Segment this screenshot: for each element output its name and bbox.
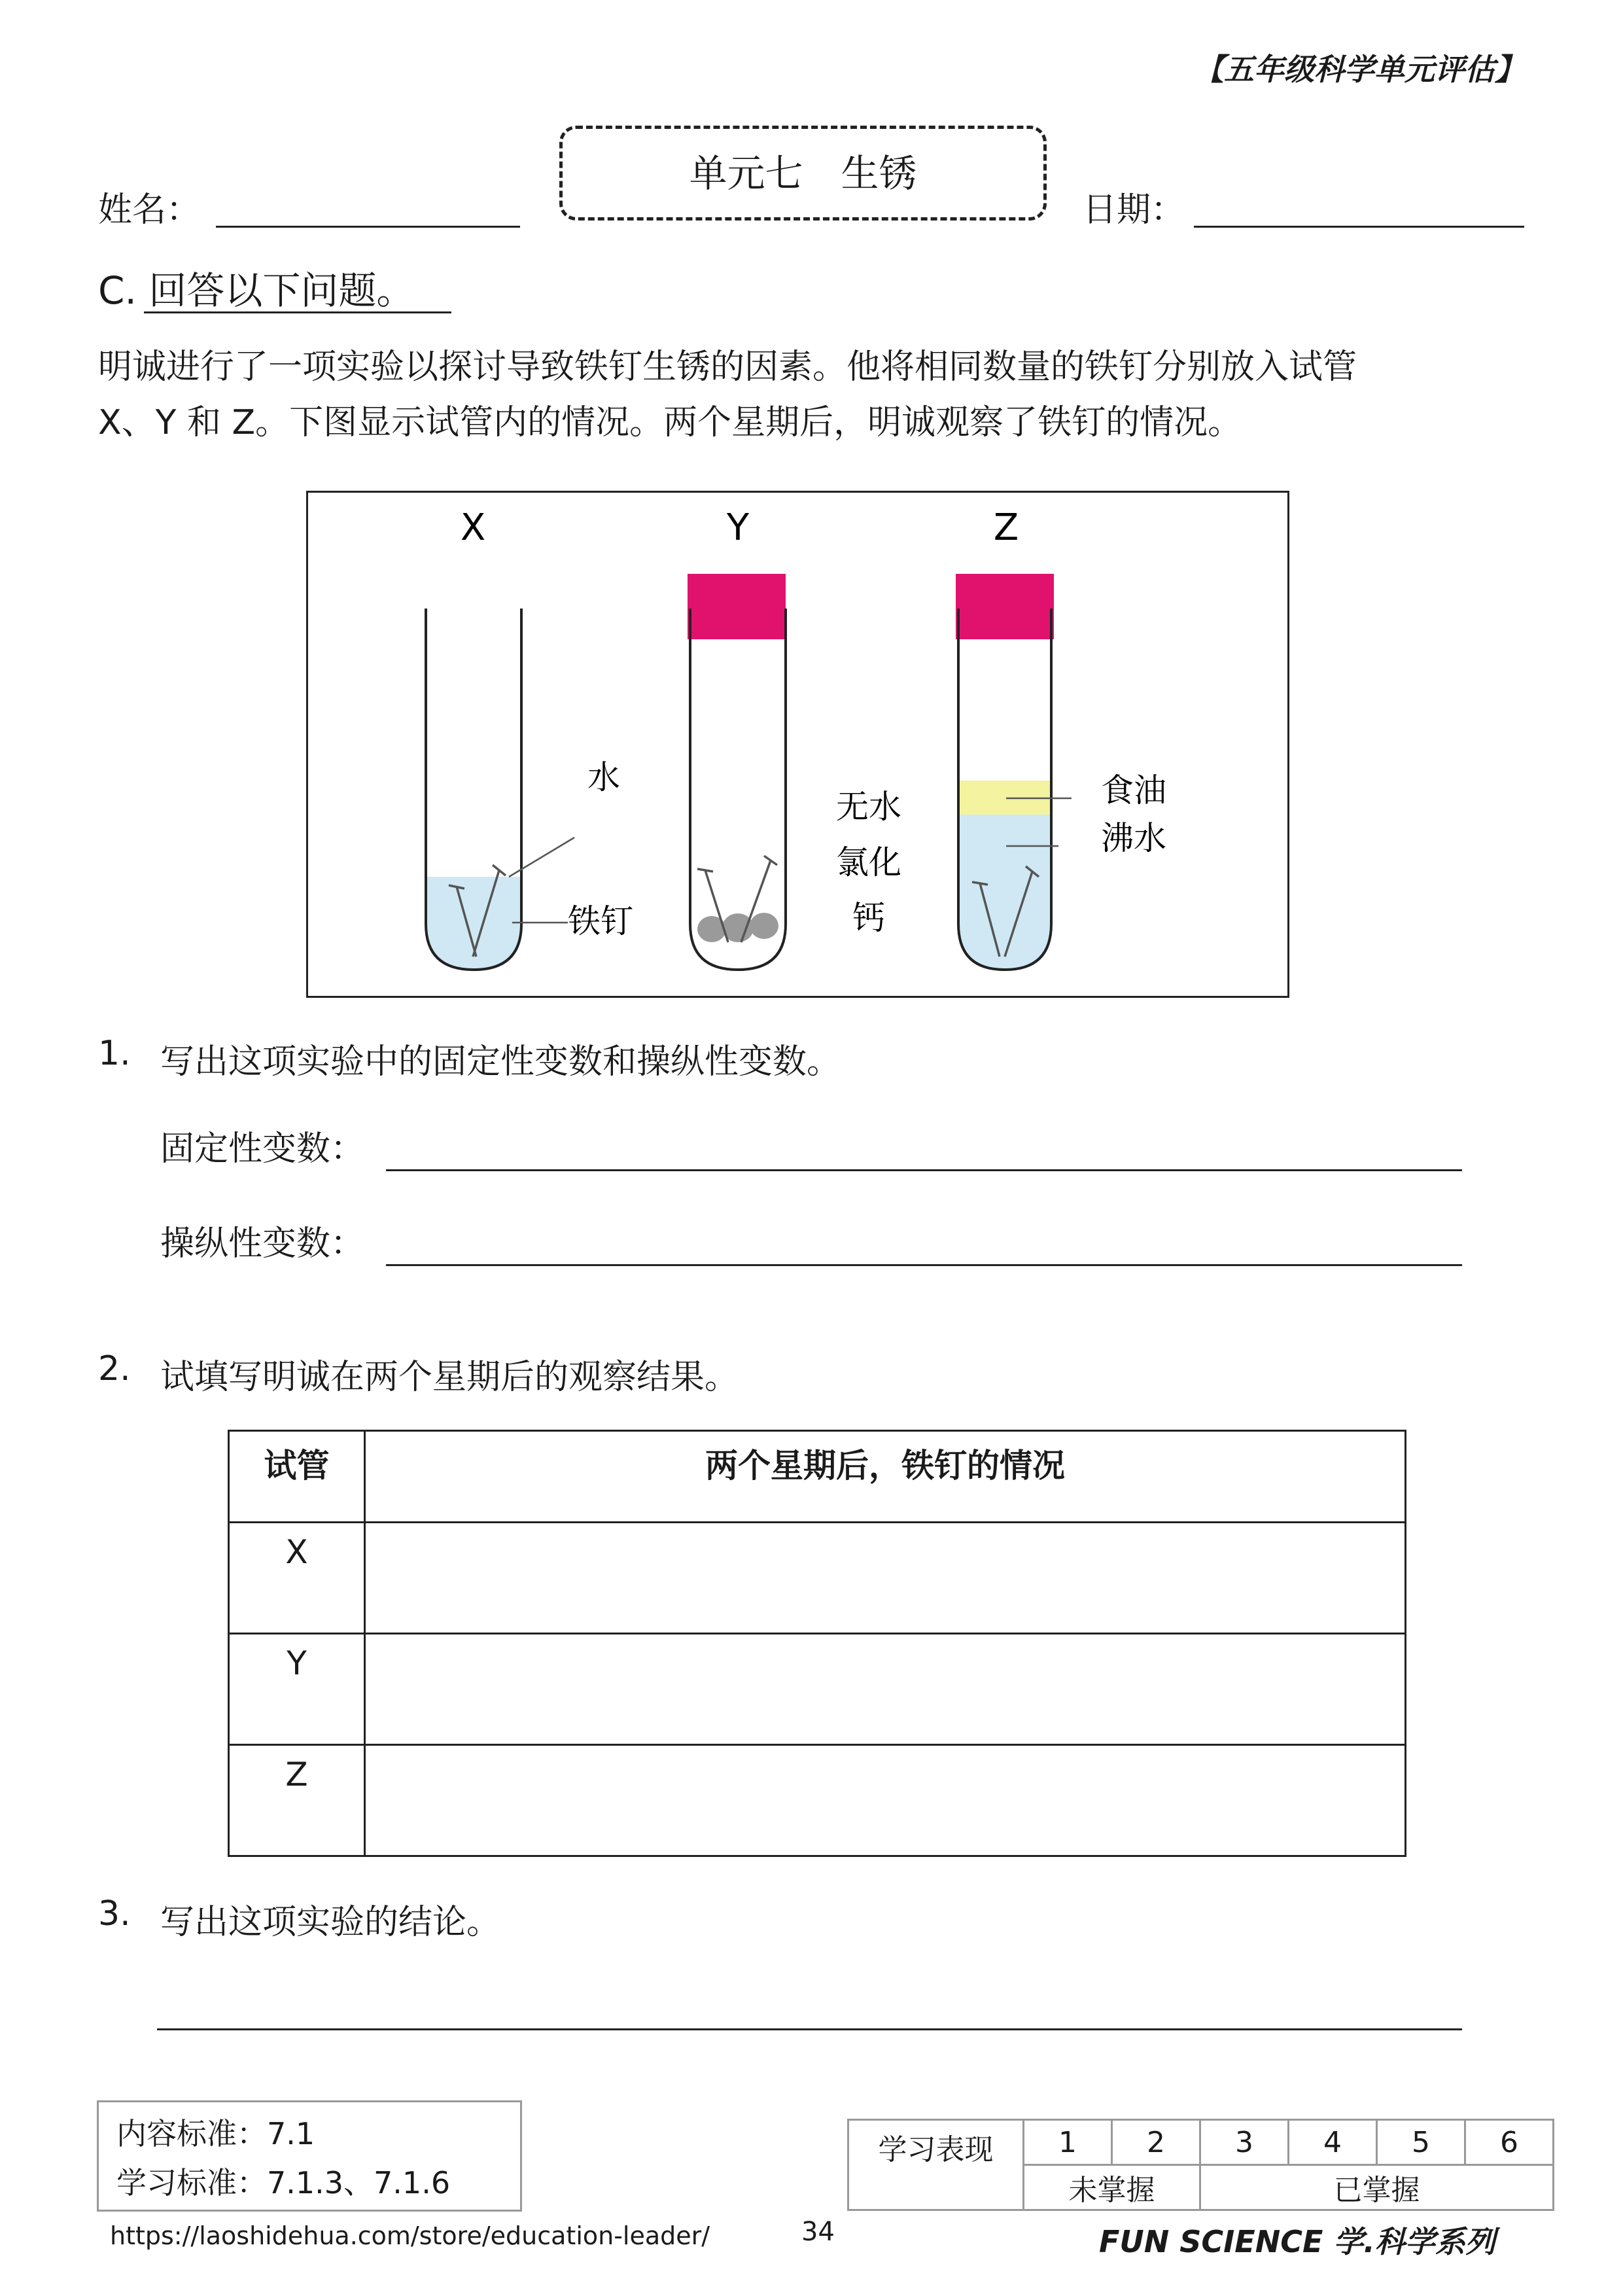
answer-cell-z[interactable]	[365, 1745, 1406, 1856]
conclusion-answer[interactable]	[157, 2028, 1462, 2030]
section-heading: C. 回答以下问题。	[98, 268, 415, 313]
experiment-figure	[306, 491, 1289, 998]
answer-cell-x[interactable]	[365, 1523, 1406, 1634]
intro-paragraph-line-1: 明诚进行了一项实验以探讨导致铁钉生锈的因素。他将相同数量的铁钉分别放入试管	[98, 347, 1357, 387]
question-3-text: 写出这项实验的结论。	[160, 1903, 501, 1942]
mastered-label: 已掌握	[1200, 2165, 1554, 2210]
level-6: 6	[1465, 2120, 1554, 2165]
observation-table	[228, 1430, 1406, 1857]
question-1-number: 1.	[98, 1034, 131, 1073]
question-3-number: 3.	[98, 1894, 131, 1934]
intro-paragraph-line-2: X、Y 和 Z。下图显示试管内的情况。两个星期后，明诚观察了铁钉的情况。	[98, 403, 1242, 442]
answer-cell-y[interactable]	[365, 1634, 1406, 1745]
name-field[interactable]	[216, 226, 520, 228]
label-boiled-water: 沸水	[1101, 819, 1166, 857]
label-oil: 食油	[1101, 771, 1166, 809]
series-tag: 【五年级科学单元评估】	[1194, 52, 1525, 87]
name-label: 姓名：	[98, 190, 201, 230]
level-5: 5	[1377, 2120, 1465, 2165]
level-4: 4	[1289, 2120, 1377, 2165]
test-tube-z	[956, 574, 1054, 970]
level-3: 3	[1200, 2120, 1289, 2165]
store-url: https://laoshidehua.com/store/education-leader/	[110, 2221, 710, 2250]
question-2-number: 2.	[98, 1349, 131, 1388]
header-observation: 两个星期后，铁钉的情况	[365, 1431, 1406, 1523]
tube-label-x: X	[460, 506, 486, 549]
row-label-x: X	[229, 1523, 365, 1634]
performance-levels-row	[848, 2120, 1554, 2165]
manipulated-variable-label: 操纵性变数：	[160, 1224, 365, 1263]
fixed-variable-answer[interactable]	[386, 1169, 1462, 1171]
section-heading-underline	[144, 311, 451, 313]
calcium-line-1: 无水	[836, 788, 901, 826]
question-2-text: 试填写明诚在两个星期后的观察结果。	[160, 1358, 739, 1397]
not-mastered-label: 未掌握	[1024, 2165, 1200, 2210]
water-pointer	[509, 838, 574, 877]
tube-z-boiled-water	[958, 815, 1051, 970]
header-tube: 试管	[229, 1431, 365, 1523]
row-label-z: Z	[229, 1745, 365, 1856]
row-label-y: Y	[229, 1634, 365, 1745]
date-label: 日期：	[1083, 190, 1185, 230]
tube-y-stopper	[688, 574, 786, 639]
test-tube-x	[426, 609, 521, 970]
label-water: 水	[587, 758, 620, 796]
page-number: 34	[801, 2217, 835, 2247]
table-row	[229, 1523, 1406, 1634]
fixed-variable-label: 固定性变数：	[160, 1129, 365, 1169]
observation-table-header-row	[229, 1431, 1406, 1523]
tube-label-y: Y	[726, 506, 750, 549]
brand-footer: FUN SCIENCE 学.科学系列	[1099, 2224, 1495, 2259]
manipulated-variable-answer[interactable]	[386, 1264, 1462, 1266]
unit-title: 单元七 生锈	[689, 151, 917, 196]
performance-label: 学习表现	[848, 2120, 1024, 2210]
test-tube-y	[688, 574, 786, 970]
performance-table	[847, 2119, 1554, 2211]
table-row	[229, 1634, 1406, 1745]
calcium-chloride-y	[697, 913, 778, 942]
question-1-text: 写出这项实验中的固定性变数和操纵性变数。	[160, 1042, 841, 1082]
level-2: 2	[1112, 2120, 1200, 2165]
learning-standard: 学习标准：7.1.3、7.1.6	[116, 2165, 451, 2200]
label-calcium-chloride	[836, 788, 901, 937]
tube-z-stopper	[956, 574, 1054, 639]
tube-label-z: Z	[993, 506, 1019, 549]
table-row	[229, 1745, 1406, 1856]
label-nail: 铁钉	[568, 902, 633, 940]
calcium-line-3: 钙	[852, 899, 885, 937]
content-standard: 内容标准：7.1	[116, 2116, 315, 2151]
calcium-line-2: 氯化	[836, 843, 901, 881]
level-1: 1	[1024, 2120, 1112, 2165]
date-field[interactable]	[1194, 226, 1524, 228]
